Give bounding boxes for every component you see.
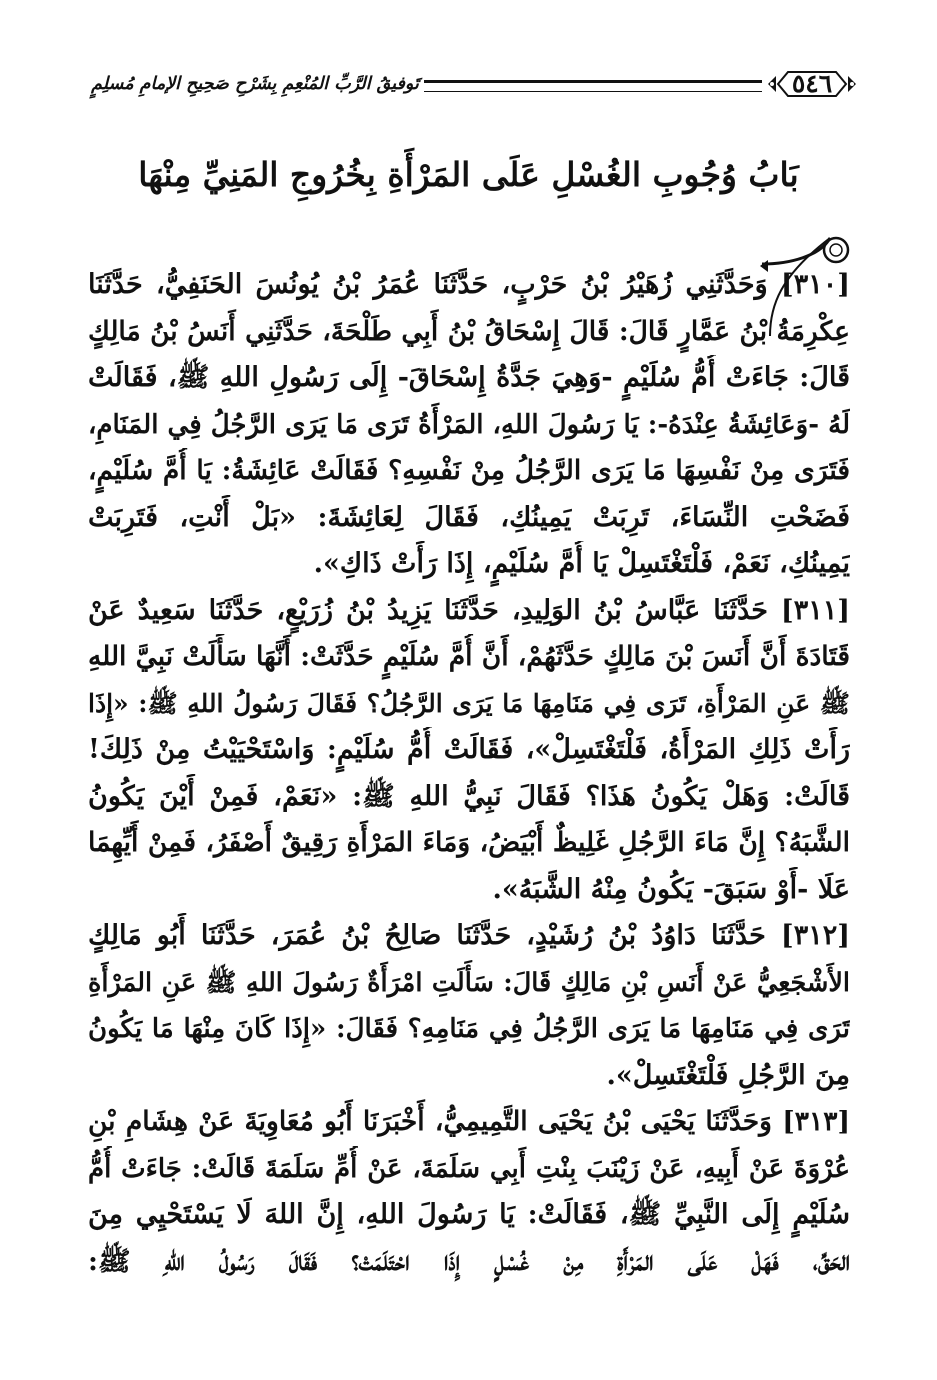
text-line: لَهُ -وَعَائِشَةُ عِنْدَهُ-: يَا رَسُولَ اللهِ، المَرْأَةُ تَرَى مَا يَرَى الرَّجُلُ فِي المَنَامِ، [88, 409, 850, 440]
text-line: قَتَادَةَ أَنَّ أَنَسَ بْنَ مَالِكٍ حَدَّثَهُمْ، أَنَّ أُمَّ سُلَيْمٍ حَدَّثَتْ: أَنَّهَا سَأَلَتْ نَبِيَّ اللهِ [88, 641, 850, 672]
text-line: الحَقِّ، فَهَلْ عَلَى المَرْأَةِ مِنْ غُسْلٍ إِذَا احْتَلَمَتْ؟ فَقَالَ رَسُولُ اللهِ ﷺ: [88, 1245, 850, 1277]
text-line: [٣١٠] وَحَدَّثَنِي زُهَيْرُ بْنُ حَرْبٍ، حَدَّثَنَا عُمَرُ بْنُ يُونُسَ الحَنَفِيُّ، حَدَّثَنَا [88, 269, 850, 300]
text-line: [٣١٢] حَدَّثَنَا دَاوُدُ بْنُ رُشَيْدٍ، حَدَّثَنَا صَالِحُ بْنُ عُمَرَ، حَدَّثَنَا أَبُو مَالِكٍ [88, 920, 850, 951]
text-line: قَالَتْ: وَهَلْ يَكُونُ هَذَا؟ فَقَالَ نَبِيُّ اللهِ ﷺ: «نَعَمْ، فَمِنْ أَيْنَ يَكُونُ [88, 780, 850, 812]
text-line: تَرَى فِي مَنَامِهَا مَا يَرَى الرَّجُلُ فِي مَنَامِهِ؟ فَقَالَ: «إِذَا كَانَ مِنْهَا مَا يَكُونُ [88, 1014, 850, 1044]
chapter-heading: بَابُ وُجُوبِ الغُسْلِ عَلَى المَرْأَةِ بِخُرُوجِ المَنِيِّ مِنْهَا [138, 155, 799, 194]
text-line: فَضَحْتِ النِّسَاءَ، تَرِبَتْ يَمِينُكِ، فَقَالَ لِعَائِشَةَ: «بَلْ أَنْتِ، فَتَرِبَتْ [88, 501, 850, 533]
text-line: عَلَا -أَوْ سَبَقَ- يَكُونُ مِنْهُ الشَّبَهُ». [492, 873, 850, 905]
page-number-badge [764, 62, 860, 106]
text-line: قَالَ: جَاءَتْ أُمُّ سُلَيْمٍ -وَهِيَ جَدَّةُ إِسْحَاقَ- إِلَى رَسُولِ اللهِ ﷺ، فَقَالَتْ [88, 362, 850, 393]
text-line: عُرْوَةَ عَنْ أَبِيهِ، عَنْ زَيْنَبَ بِنْتِ أَبِي سَلَمَةَ، عَنْ أُمِّ سَلَمَةَ قَالَتْ: جَاءَتْ أُمُّ [88, 1153, 850, 1184]
page-number: ٥٤٦ [791, 69, 833, 98]
header-rule [424, 80, 762, 92]
text-line: مِنَ الرَّجُلِ فَلْتَغْتَسِلْ». [606, 1059, 850, 1091]
text-line: الشَّبَهُ؟ إِنَّ مَاءَ الرَّجُلِ غَلِيظٌ أَبْيَضُ، وَمَاءَ المَرْأَةِ رَقِيقٌ أَصْفَرُ، فَمِنْ أَيِّهِمَا [88, 827, 850, 858]
text-line: رَأَتْ ذَلِكِ المَرْأَةُ، فَلْتَغْتَسِلْ»، فَقَالَتْ أُمُّ سُلَيْمٍ: وَاسْتَحْيَيْتُ مِنْ ذَلِكَ! [88, 734, 850, 765]
text-line: يَمِينُكِ، نَعَمْ، فَلْتَغْتَسِلْ يَا أُمَّ سُلَيْمٍ، إِذَا رَأَتْ ذَاكِ». [313, 548, 850, 579]
text-line: فَتَرَى مِنْ نَفْسِهَا مَا يَرَى الرَّجُلُ مِنْ نَفْسِهِ؟ فَقَالَتْ عَائِشَةُ: يَا أُمَّ سُلَيْمٍ، [88, 455, 850, 486]
hadith-text [88, 262, 850, 1285]
text-line: ﷺ عَنِ المَرْأَةِ، تَرَى فِي مَنَامِهَا مَا يَرَى الرَّجُلُ؟ فَقَالَ رَسُولُ اللهِ ﷺ: «إِذَا [88, 688, 850, 718]
page-header [70, 52, 860, 122]
text-line: [٣١١] حَدَّثَنَا عَبَّاسُ بْنُ الوَلِيدِ، حَدَّثَنَا يَزِيدُ بْنُ زُرَيْعٍ، حَدَّثَنَا سَعِيدٌ عَنْ [88, 594, 850, 626]
text-line: [٣١٣] وَحَدَّثَنَا يَحْيَى بْنُ يَحْيَى التَّمِيمِيُّ، أَخْبَرَنَا أَبُو مُعَاوِيَةَ عَنْ هِشَامِ بْنِ [88, 1106, 850, 1137]
text-line: سُلَيْمٍ إِلَى النَّبِيِّ ﷺ، فَقَالَتْ: يَا رَسُولَ اللهِ، إِنَّ اللهَ لَا يَسْتَحْيِي مِنَ [88, 1199, 850, 1230]
book-title: تَوفيقُ الرَّبِّ المُنْعِمِ بِشَرْحِ صَحِيحِ الإمامِ مُسلِمٍ [91, 74, 419, 94]
text-line: الأَشْجَعِيُّ عَنْ أَنَسِ بْنِ مَالِكٍ قَالَ: سَأَلَتِ امْرَأَةٌ رَسُولَ اللهِ ﷺ عَنِ المَرْأَةِ [88, 967, 850, 998]
text-line: عِكْرِمَةُ بْنُ عَمَّارٍ قَالَ: قَالَ إِسْحَاقُ بْنُ أَبِي طَلْحَةَ، حَدَّثَنِي أَنَسُ بْنُ مَالِكٍ [88, 315, 850, 347]
